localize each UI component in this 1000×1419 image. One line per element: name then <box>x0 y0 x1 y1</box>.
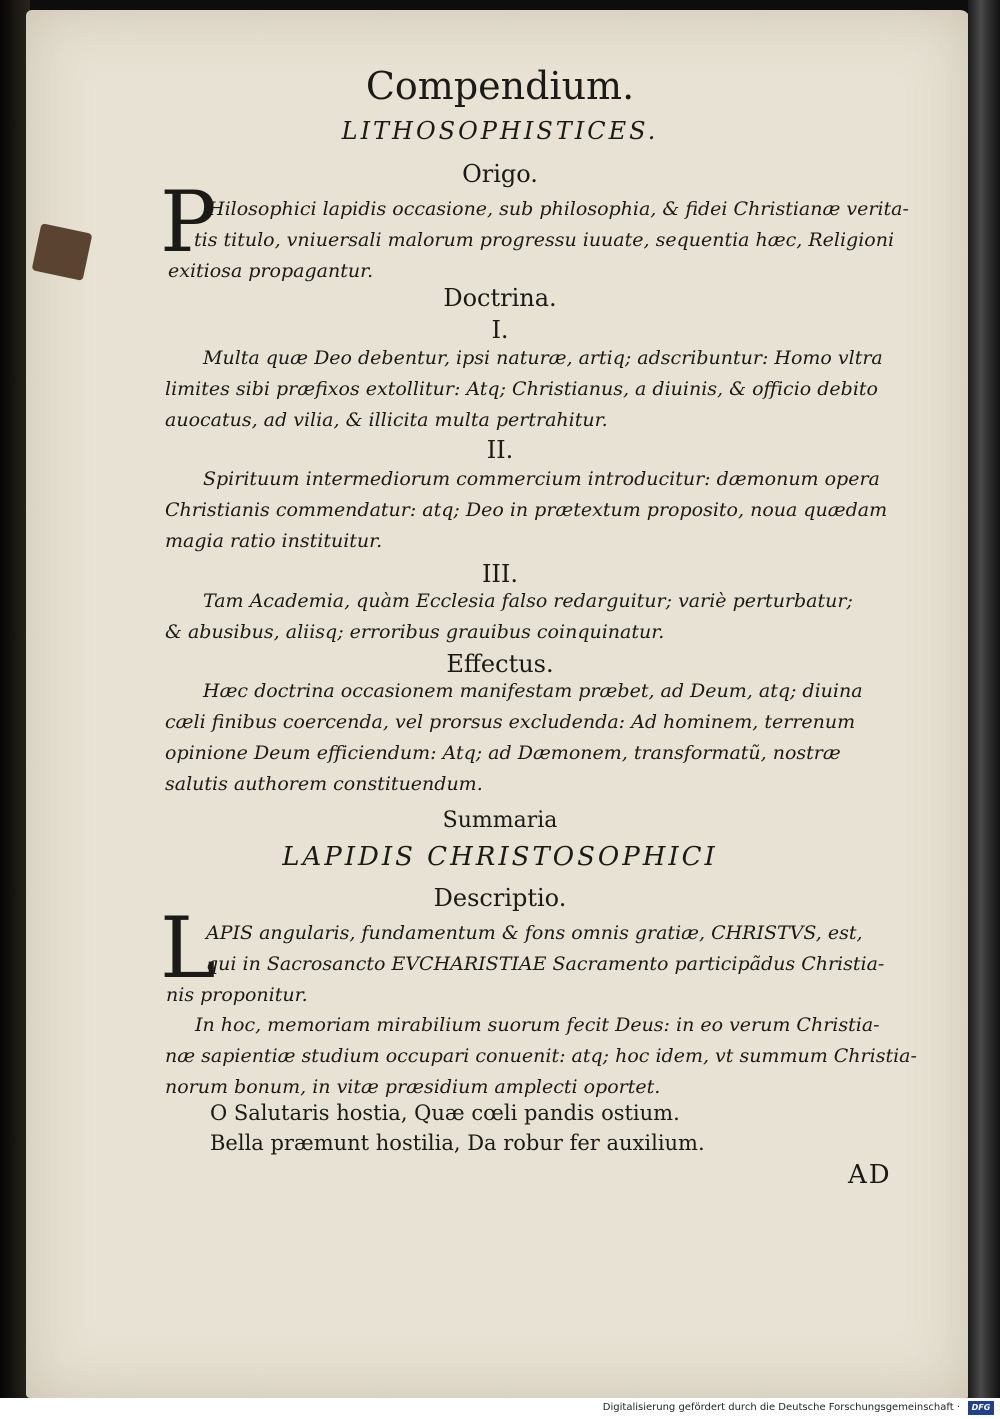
text-line: APIS angularis, fundamentum & fons omnis gratiæ, CHRISTVS, est, <box>206 922 863 944</box>
text-line: auocatus, ad vilia, & illicita multa pertrahitur. <box>165 409 608 431</box>
descriptio-paragraph <box>166 918 896 1011</box>
text-line: exitiosa propagantur. <box>168 260 374 282</box>
text-line: Multa quæ Deo debentur, ipsi naturæ, artiq; adscribuntur: Homo vltra <box>203 347 883 369</box>
origo-paragraph <box>168 194 909 287</box>
book-right-edge <box>968 0 1000 1398</box>
catchword: AD <box>848 1160 892 1190</box>
text-line: opinione Deum efficiendum: Atq; ad Dæmonem, transformatũ, nostræ <box>165 742 841 764</box>
hymn-verse <box>210 1098 910 1158</box>
descriptio-heading: Descriptio. <box>433 884 567 912</box>
text-line: In hoc, memoriam mirabilium suorum fecit Deus: in eo verum Christia- <box>195 1014 880 1036</box>
effectus-paragraph <box>165 676 895 800</box>
hymn-line: O Salutaris hostia, Quæ cœli pandis ostium. <box>210 1101 680 1125</box>
text-line: Hæc doctrina occasionem manifestam præbet, ad Deum, atq; diuina <box>203 680 863 702</box>
text-line: næ sapientiæ studium occupari conuenit: atq; hoc idem, vt summum Christia- <box>165 1045 917 1067</box>
text-line: Tam Academia, quàm Ecclesia falso redarguitur; variè perturbatur; <box>203 590 853 612</box>
doctrina-heading: Doctrina. <box>443 284 557 312</box>
summaria-heading: Summaria <box>442 808 558 833</box>
text-line: nis proponitur. <box>166 984 308 1006</box>
text-line: Christianis commendatur: atq; Deo in prætextum proposito, noua quædam <box>165 499 888 521</box>
doctrina-paragraph-3 <box>165 586 895 648</box>
text-line: magia ratio instituitur. <box>165 530 383 552</box>
section-numeral: II. <box>486 436 514 464</box>
origo-dropcap: P <box>160 173 217 271</box>
origo-heading: Origo. <box>462 160 538 188</box>
text-line: qui in Sacrosancto EVCHARISTIAE Sacramento participãdus Christia- <box>206 953 885 975</box>
hymn-line: Bella præmunt hostilia, Da robur fer auxilium. <box>210 1131 705 1155</box>
doctrina-paragraph-2 <box>165 464 895 557</box>
text-line: limites sibi præfixos extollitur: Atq; Christianus, a diuinis, & officio debito <box>165 378 878 400</box>
text-line: & abusibus, aliisq; erroribus grauibus coinquinatur. <box>165 621 665 643</box>
descriptio-paragraph-2 <box>165 1010 917 1103</box>
page-subtitle: LITHOSOPHISTICES. <box>341 117 659 145</box>
text-line: tis titulo, vniuersali malorum progressu iuuate, sequentia hæc, Religioni <box>194 229 895 251</box>
text-line: norum bonum, in vitæ præsidium amplecti oportet. <box>165 1076 661 1098</box>
effectus-heading: Effectus. <box>446 650 554 678</box>
descriptio-dropcap: L <box>160 899 216 997</box>
text-line: cæli finibus coercenda, vel prorsus excludenda: Ad hominem, terrenum <box>165 711 856 733</box>
section-numeral: III. <box>481 560 519 588</box>
footer-credit: Digitalisierung gefördert durch die Deutsche Forschungsgemeinschaft · <box>602 1402 960 1413</box>
page-tab-marker <box>32 223 93 281</box>
text-line: Hilosophici lapidis occasione, sub philosophia, & fidei Christianæ verita- <box>208 198 909 220</box>
text-line: Spirituum intermediorum commercium introducitur: dæmonum opera <box>203 468 880 490</box>
dfg-logo: DFG <box>968 1401 994 1415</box>
text-line: salutis authorem constituendum. <box>165 773 483 795</box>
doctrina-paragraph-1 <box>165 343 895 436</box>
page-title: Compendium. <box>365 64 635 108</box>
section-numeral: I. <box>491 316 509 344</box>
summaria-subtitle: LAPIDIS CHRISTOSOPHICI <box>282 842 718 872</box>
footer-bar <box>0 1398 1000 1419</box>
